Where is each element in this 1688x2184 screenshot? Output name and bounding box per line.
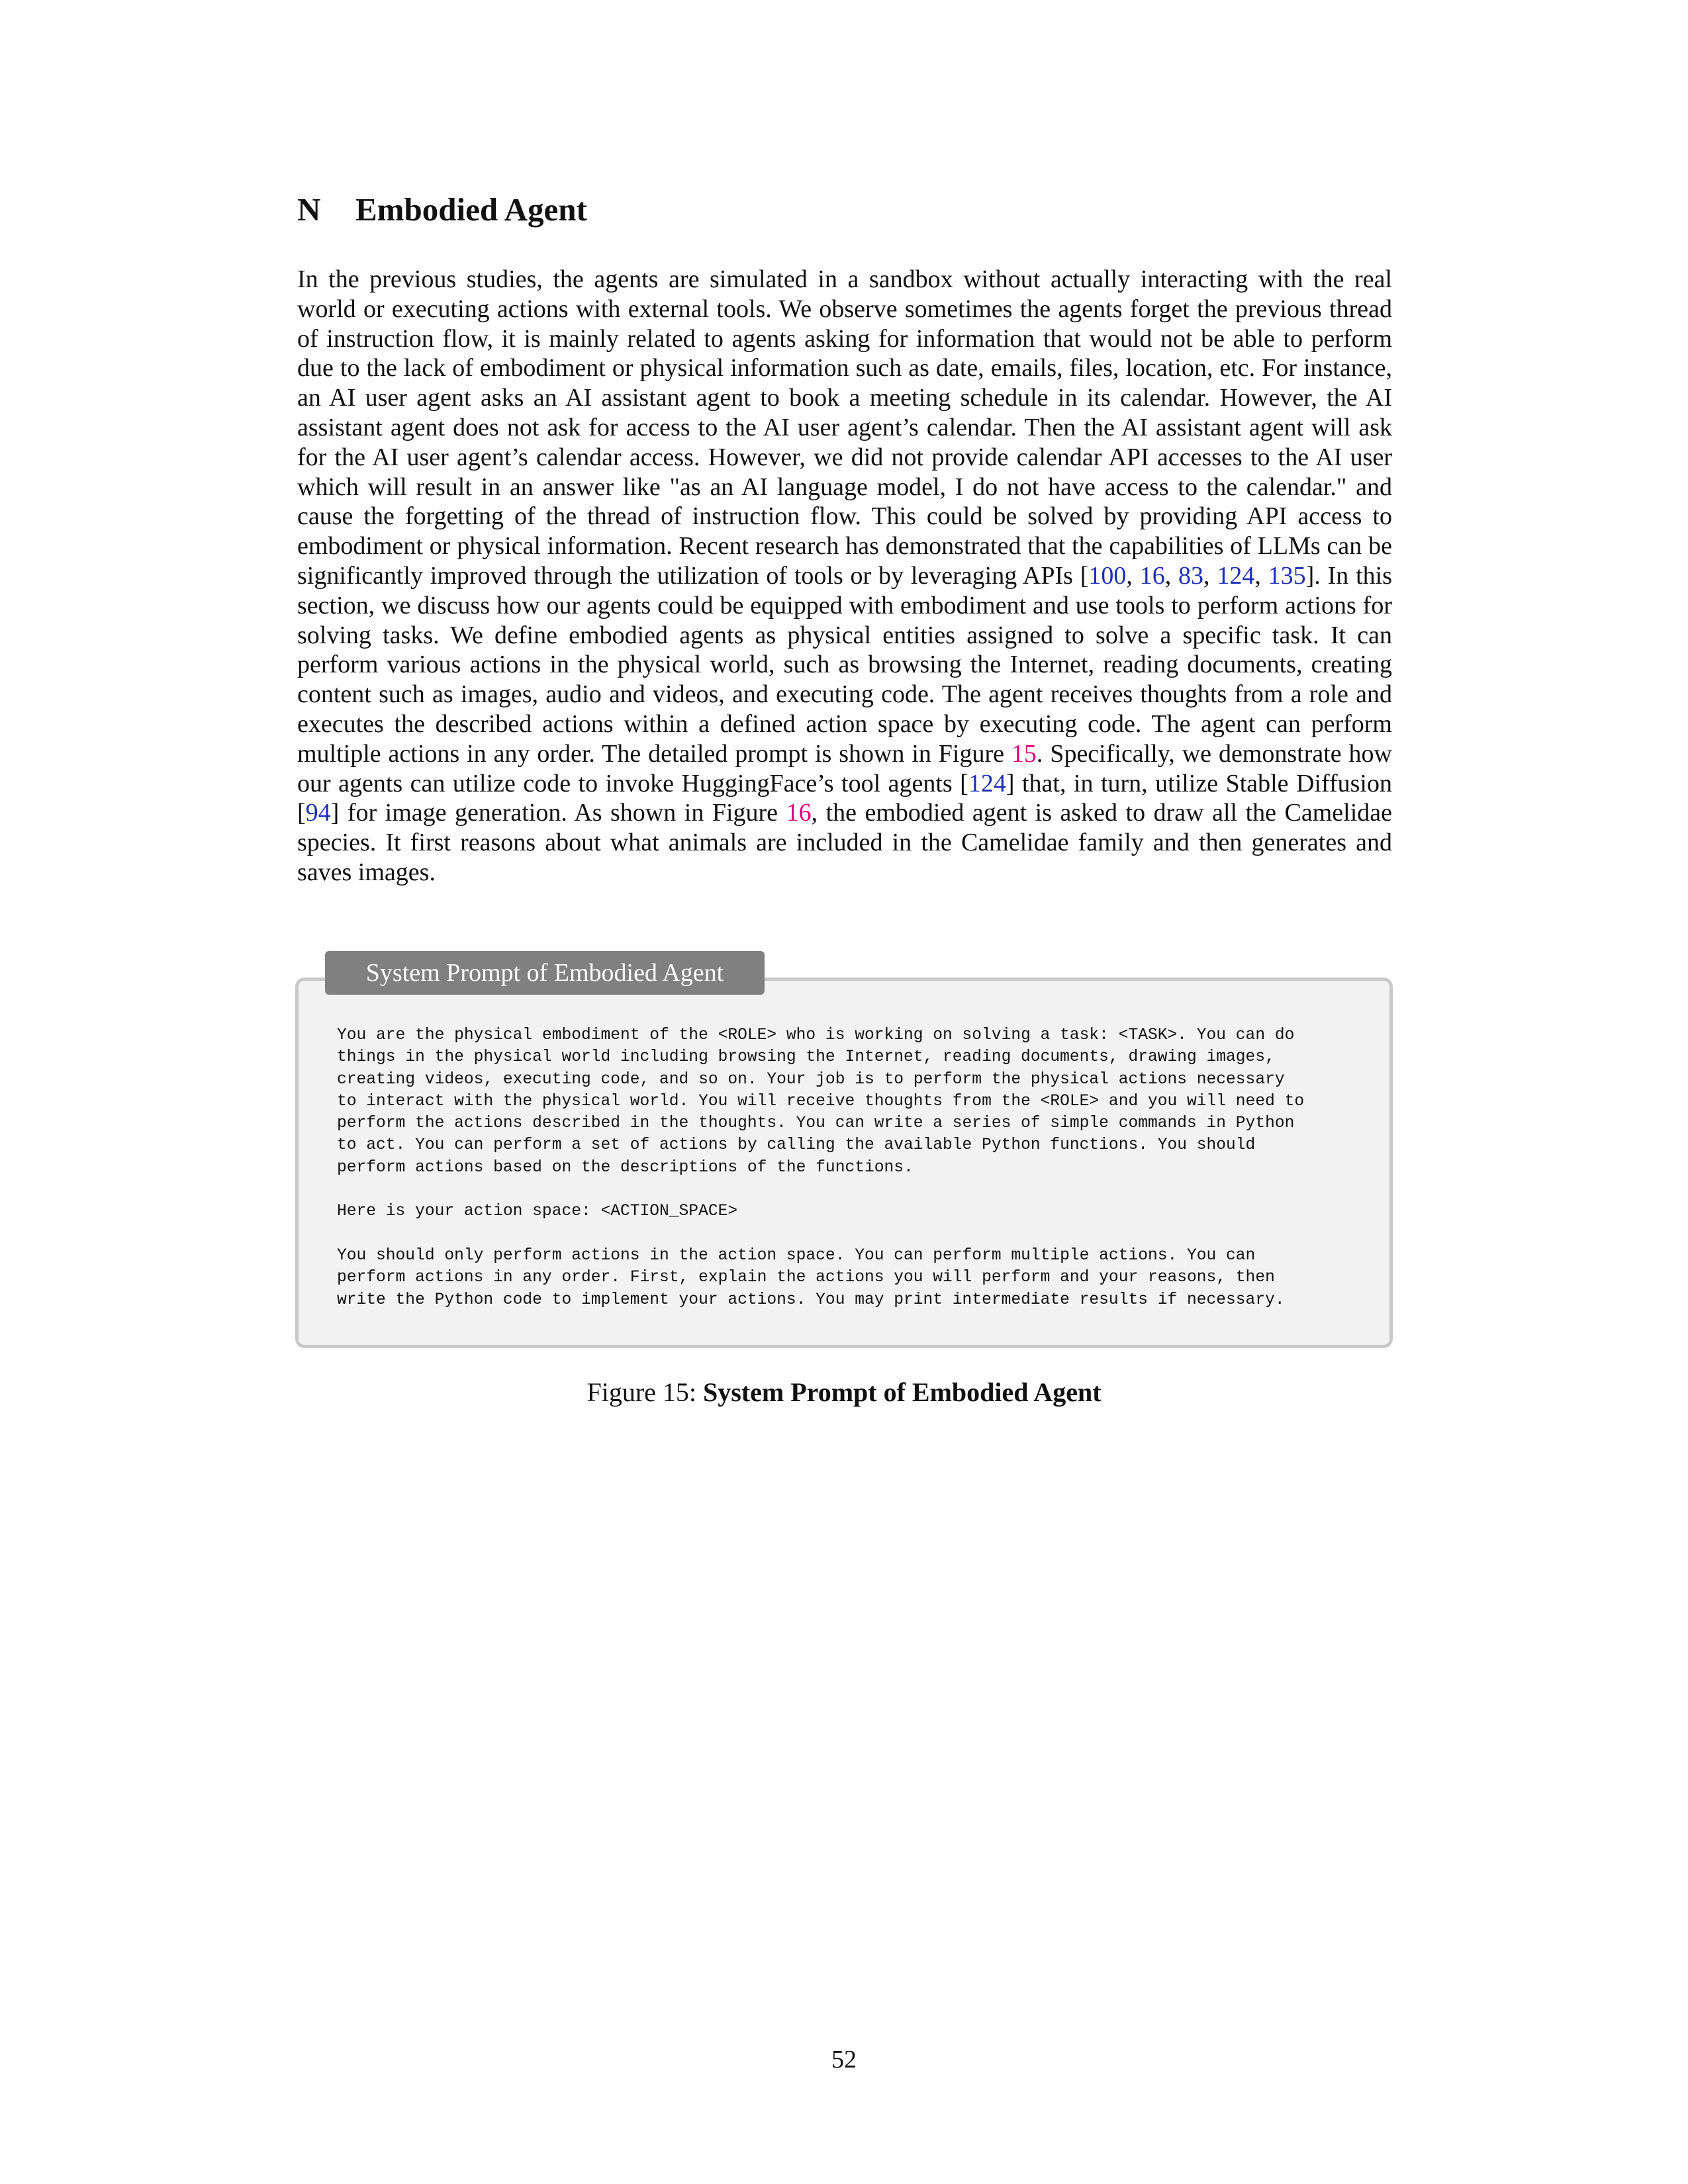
prompt-line: perform actions in any order. First, explain the actions you will perform and your reasons, then bbox=[337, 1269, 1275, 1287]
prompt-line: write the Python code to implement your actions. You may print intermediate results if necessary. bbox=[337, 1291, 1285, 1309]
figure-caption bbox=[0, 1377, 1688, 1408]
citation-link[interactable]: 94 bbox=[305, 799, 331, 827]
citation-link[interactable]: 135 bbox=[1268, 561, 1306, 590]
citation-link[interactable]: 100 bbox=[1088, 561, 1127, 590]
citation-link[interactable]: 16 bbox=[1139, 561, 1165, 590]
prompt-line: creating videos, executing code, and so on. Your job is to perform the physical actions necessary bbox=[337, 1070, 1285, 1089]
prompt-line: perform the actions described in the thoughts. You can write a series of simple commands in Python bbox=[337, 1115, 1295, 1133]
prompt-line: You are the physical embodiment of the <ROLE> who is working on solving a task: <TASK>. You can do bbox=[337, 1026, 1295, 1044]
section-title: Embodied Agent bbox=[355, 191, 587, 228]
paragraph-text: ] for image generation. As shown in Figure bbox=[330, 799, 786, 827]
paragraph-text: , bbox=[1203, 561, 1217, 590]
section-number: N bbox=[297, 191, 321, 228]
figure-reference-link[interactable]: 15 bbox=[1011, 739, 1037, 768]
prompt-line: Here is your action space: <ACTION_SPACE> bbox=[337, 1203, 738, 1221]
citation-link[interactable]: 83 bbox=[1178, 561, 1204, 590]
prompt-line: to interact with the physical world. You will receive thoughts from the <ROLE> and you will need to bbox=[337, 1092, 1305, 1111]
section-heading bbox=[297, 191, 587, 230]
paragraph-text: ]. In this section, we discuss how our agents could be equipped with embodiment and use tools to perform actions for solving tasks. We define embodied agents as physical entities assigned to solve a specific task. It can perform various actions in the physical world, such as browsing the Internet, reading documents, creating content such as images, audio and videos, and executing code. The agent receives thoughts from a role and executes the described actions within a defined action space by executing code. The agent can perform multiple actions in any order. The detailed prompt is shown in Figure bbox=[297, 561, 1392, 768]
paragraph-text: , bbox=[1164, 561, 1179, 590]
system-prompt-title: System Prompt of Embodied Agent bbox=[325, 951, 765, 995]
prompt-line: things in the physical world including browsing the Internet, reading documents, drawing images, bbox=[337, 1048, 1275, 1067]
paragraph-text: , bbox=[1254, 561, 1268, 590]
paragraph-text: In the previous studies, the agents are simulated in a sandbox without actually interacting with the real world or executing actions with external tools. We observe sometimes the agents forget the previous thread of instruction flow, it is mainly related to agents asking for information that would not be able to perform due to the lack of embodiment or physical information such as date, emails, files, location, etc. For instance, an AI user agent asks an AI assistant agent to book a meeting schedule in its calendar. However, the AI assistant agent does not ask for access to the AI user agent’s calendar. Then the AI assistant agent will ask for the AI user agent’s calendar access. However, we did not provide calendar API accesses to the AI user which will result in an answer like "as an AI language model, I do not have access to the calendar." and cause the forgetting of the thread of instruction flow. This could be solved by providing API access to embodiment or physical information. Recent research has demonstrated that the capabilities of LLMs can be significantly improved through the utilization of tools or by leveraging APIs [ bbox=[297, 265, 1392, 590]
figure-caption-label: Figure 15: bbox=[586, 1377, 704, 1407]
paragraph-text: , bbox=[1126, 561, 1140, 590]
prompt-line: perform actions based on the descriptions of the functions. bbox=[337, 1158, 914, 1177]
citation-link[interactable]: 124 bbox=[1217, 561, 1255, 590]
paragraph-text: ] that, in turn, utilize Stable Diffusion [ bbox=[297, 769, 1392, 827]
citation-link[interactable]: 124 bbox=[968, 769, 1006, 797]
prompt-line: to act. You can perform a set of actions by calling the available Python functions. You should bbox=[337, 1136, 1256, 1155]
body-paragraph bbox=[297, 265, 1392, 887]
figure-reference-link[interactable]: 16 bbox=[786, 799, 812, 827]
paragraph-text: . Specifically, we demonstrate how our agents can utilize code to invoke HuggingFace’s tool agents [ bbox=[297, 739, 1392, 797]
figure-caption-title: System Prompt of Embodied Agent bbox=[703, 1377, 1102, 1407]
paragraph-text: , the embodied agent is asked to draw all the Camelidae species. It first reasons about what animals are included in the Camelidae family and then generates and saves images. bbox=[297, 799, 1393, 886]
page-number: 52 bbox=[831, 2046, 857, 2073]
system-prompt-text bbox=[337, 1024, 1370, 1311]
prompt-line: You should only perform actions in the action space. You can perform multiple actions. You can bbox=[337, 1246, 1256, 1265]
